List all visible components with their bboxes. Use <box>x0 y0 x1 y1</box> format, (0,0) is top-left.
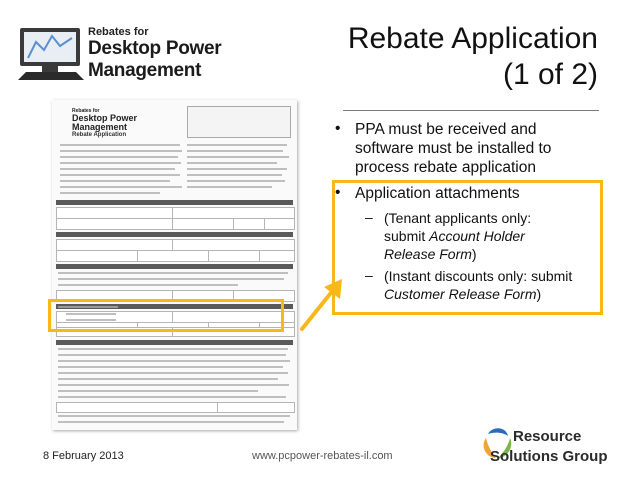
bullet-ppa-line1: PPA must be received and <box>355 121 537 138</box>
slide-title-line1: Rebate Application <box>347 22 598 55</box>
bullet-marker: • <box>335 120 341 137</box>
bullet-marker: • <box>335 184 341 201</box>
bullet-ppa-line2: software must be installed to <box>355 140 552 157</box>
bullet-ppa <box>355 120 605 177</box>
sub-bullet-tenant <box>384 209 594 263</box>
doc-attachments-highlight <box>48 299 284 332</box>
brand-name-line1: Resource <box>513 428 582 445</box>
doc-logo-line2: Management <box>72 122 128 132</box>
logo-title-line2: Management <box>88 60 202 81</box>
logo-tagline: Rebates for <box>88 26 149 38</box>
doc-contact-box <box>187 106 291 138</box>
sub-tenant-line2: submit Account Holder <box>384 228 525 244</box>
logo-title-line1: Desktop Power <box>88 38 222 59</box>
application-form-thumbnail <box>52 100 297 430</box>
bullet-attachments: Application attachments <box>355 185 520 202</box>
sub-instant-line1: (Instant discounts only: submit <box>384 268 573 284</box>
doc-logo-line3: Rebate Application <box>72 132 127 138</box>
sub-bullet-marker: – <box>365 209 373 225</box>
title-divider <box>343 110 599 111</box>
sub-instant-line2: Customer Release Form) <box>384 286 542 302</box>
sub-bullet-marker: – <box>365 267 373 283</box>
brand-name-line2: Solutions Group <box>490 448 608 465</box>
doc-logo-tagline: Rebates for <box>72 108 100 114</box>
footer-date: 8 February 2013 <box>43 450 124 462</box>
sub-tenant-line3: Release Form) <box>384 246 477 262</box>
slide-title-line2: (1 of 2) <box>502 58 598 91</box>
doc-logo-line1: Desktop Power <box>72 113 138 123</box>
sub-bullet-instant <box>384 267 599 303</box>
bullet-ppa-line3: process rebate application <box>355 159 536 176</box>
sub-tenant-line1: (Tenant applicants only: <box>384 210 532 226</box>
arrow-icon <box>296 275 346 335</box>
footer-url: www.pcpower-rebates-il.com <box>252 450 393 462</box>
